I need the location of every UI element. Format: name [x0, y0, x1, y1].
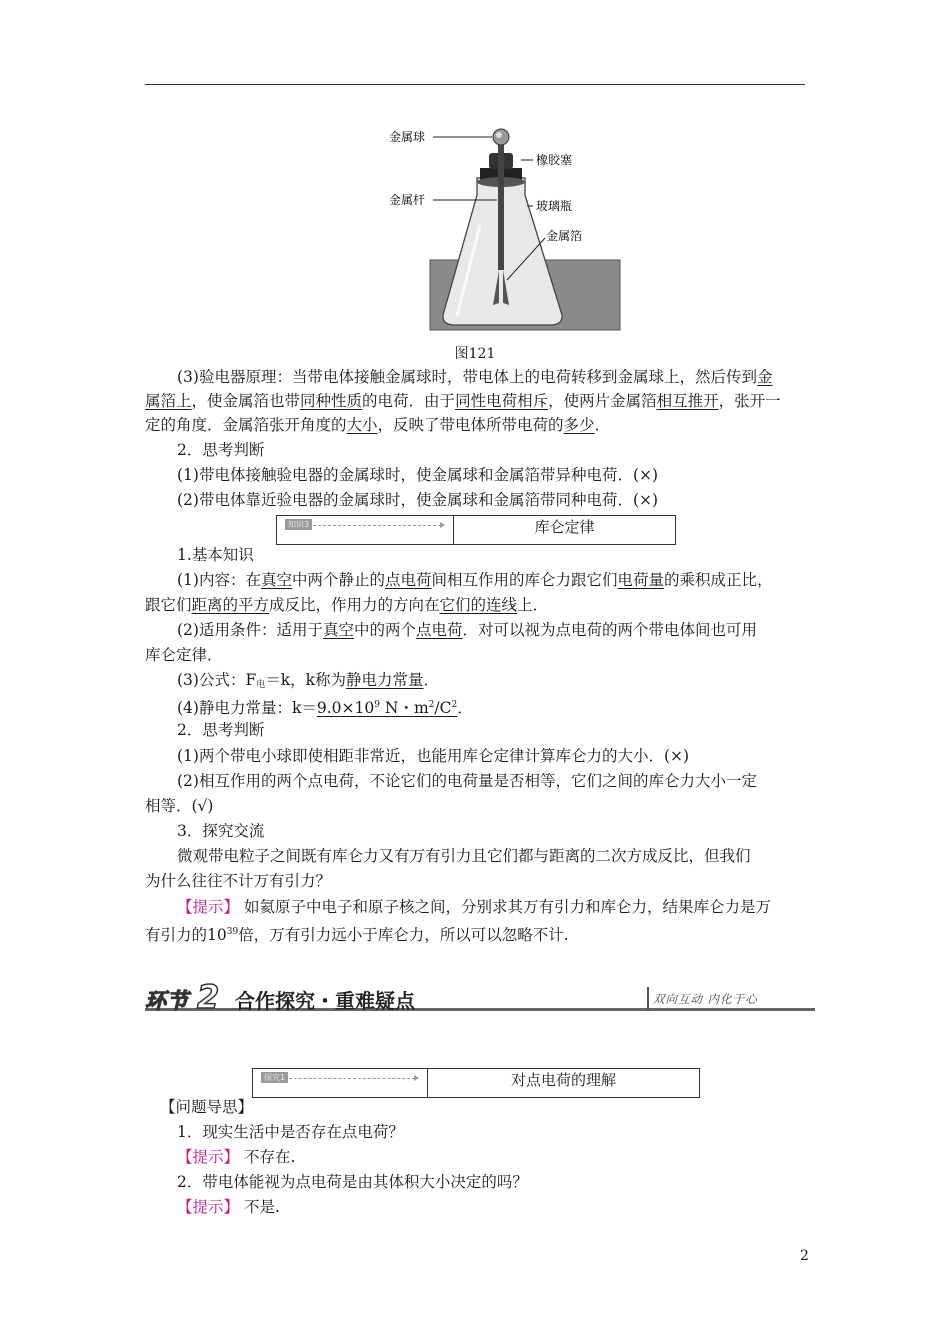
- label-bottle: 玻璃瓶: [536, 199, 573, 213]
- topic-box-explore1: [252, 1068, 700, 1098]
- judge2-q1: (1)两个带电小球即使相距非常近，也能用库仑定律计算库仑力的大小．(×): [177, 747, 690, 765]
- topic-tag: 知识3: [285, 519, 312, 530]
- para-principle-line2: 属箔上，使金属箔也带同种性质的电荷．由于同性电荷相斥，使两片金属箔相互推开，张开一: [145, 392, 781, 410]
- explore-answer-line2: 有引力的$10^{39}$倍，万有引力远小于库仑力，所以可以忽略不计.: [145, 926, 569, 944]
- basic-constant: (4)静电力常量：$k=9.0\times 10^9$ N・$m^2/C^2$．: [177, 699, 473, 717]
- figure-caption: 图121: [454, 346, 496, 362]
- label-rod: 金属杆: [389, 193, 426, 207]
- hint-label: 【提示】: [177, 898, 240, 916]
- hint-label: 【提示】: [177, 1198, 240, 1216]
- section-label: 环节: [145, 989, 189, 1013]
- guide-q1: 1．现实生活中是否存在点电荷？: [177, 1123, 404, 1141]
- explore-answer-line1: 【提示】 如氦原子中电子和原子核之间，分别求其万有引力和库仑力，结果库仑力是万: [177, 898, 771, 916]
- hint-label: 【提示】: [177, 1148, 240, 1166]
- basic-condition-line1: (2)适用条件：适用于真空中的两个点电荷．对可以视为点电荷的两个带电体间也可用: [177, 621, 758, 639]
- section-divider: [647, 987, 649, 1011]
- basic-content-line2: 跟它们距离的平方成反比，作用力的方向在它们的连线上．: [145, 596, 549, 614]
- judge2-q2-line2: 相等．(√): [145, 797, 214, 815]
- basic-formula: (3)公式：$F_电=k$，k称为静电力常量．: [177, 671, 440, 690]
- judge1-q1: (1)带电体接触验电器的金属球时，使金属球和金属箔带异种电荷．(×): [177, 466, 659, 484]
- guide-q2: 2．带电体能视为点电荷是由其体积大小决定的吗？: [177, 1173, 528, 1191]
- guide-a2: 【提示】 不是.: [177, 1198, 280, 1216]
- label-foil: 金属箔: [546, 229, 583, 243]
- para-principle-line1: (3)验电器原理：当带电体接触金属球时，带电体上的电荷转移到金属球上，然后传到金: [177, 368, 773, 386]
- explore-question-line2: 为什么往往不计万有引力？: [145, 872, 332, 890]
- basic-condition-line2: 库仑定律．: [145, 646, 223, 664]
- label-stopper: 橡胶塞: [536, 153, 573, 167]
- guide-title: 【问题导思】: [160, 1098, 254, 1116]
- header-rule: [145, 84, 805, 85]
- explore-question-line1: 微观带电粒子之间既有库仑力又有万有引力且它们都与距离的二次方成反比，但我们: [177, 847, 751, 865]
- guide-a1: 【提示】 不存在.: [177, 1148, 296, 1166]
- section-header: [145, 978, 815, 1016]
- topic-box-knowledge3: [276, 515, 676, 545]
- basic-title: 1.基本知识: [177, 546, 254, 564]
- judge2-q2-line1: (2)相互作用的两个点电荷，不论它们的电荷量是否相等，它们之间的库仑力大小一定: [177, 772, 757, 790]
- page-number: 2: [800, 1248, 809, 1264]
- section-number: 2: [197, 978, 220, 1016]
- electroscope-figure: [385, 120, 625, 335]
- judge1-title: 2．思考判断: [177, 441, 265, 459]
- label-ball: 金属球: [389, 130, 426, 144]
- topic-tag: 探究1: [261, 1072, 288, 1083]
- topic-title: 对点电荷的理解: [510, 1071, 616, 1089]
- section-slogan: 双向互动 内化于心: [653, 992, 758, 1006]
- section-title: 合作探究・重难疑点: [235, 989, 415, 1013]
- topic-title: 库仑定律: [534, 518, 595, 536]
- basic-content-line1: (1)内容：在真空中两个静止的点电荷间相互作用的库仑力跟它们电荷量的乘积成正比，: [177, 571, 773, 589]
- judge1-q2: (2)带电体靠近验电器的金属球时，使金属球和金属箔带同种电荷．(×): [177, 491, 659, 509]
- arrow-icon: [313, 525, 441, 526]
- judge2-title: 2．思考判断: [177, 721, 265, 739]
- para-principle-line3: 定的角度．金属箔张开角度的大小，反映了带电体所带电荷的多少．: [145, 416, 611, 434]
- arrow-icon: [289, 1078, 415, 1079]
- explore-title: 3．探究交流: [177, 822, 265, 840]
